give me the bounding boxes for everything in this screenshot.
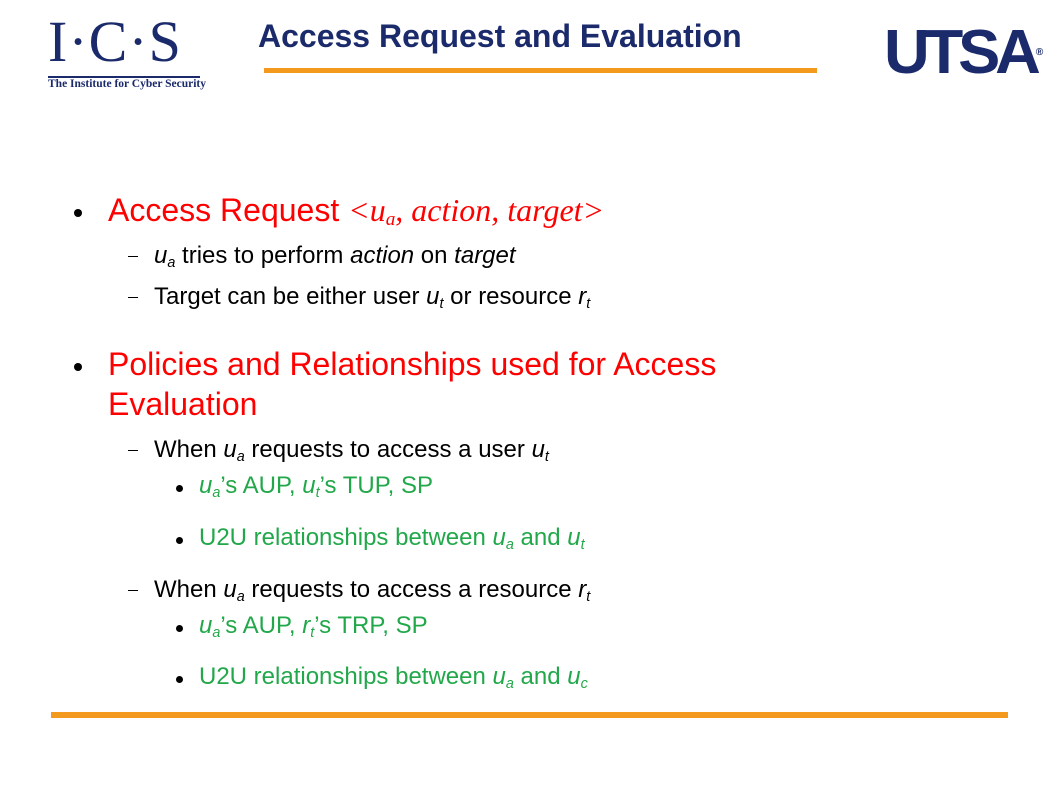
slide-title: Access Request and Evaluation [258, 18, 742, 54]
bullet-policies [74, 346, 716, 383]
bullet-tuple-rest: , action, target [395, 192, 583, 228]
utsa-registered-mark: ® [1035, 47, 1044, 58]
item-resource-relationships [176, 663, 588, 692]
text: Target can be either user [154, 283, 427, 310]
text: on [414, 242, 455, 269]
var-sub: t [586, 296, 591, 312]
dash-bullet-icon [128, 297, 138, 298]
bullet-policies-line2 [74, 386, 257, 423]
bullet-open-bracket: < [348, 192, 370, 228]
var-sub: a [236, 449, 245, 465]
var-u: u [567, 524, 581, 551]
text: When [154, 436, 224, 463]
bullet-dot-icon [176, 485, 183, 492]
bullet-dot-icon [176, 625, 183, 632]
text: U2U relationships between [199, 663, 493, 690]
text: requests to access a user [244, 436, 532, 463]
bullet-dot-icon [74, 363, 82, 371]
sub-bullet-ua-tries [128, 242, 516, 271]
ics-logo-rule [48, 76, 200, 78]
var-sub: t [439, 296, 444, 312]
var-sub: a [212, 625, 221, 641]
item-user-policies [176, 472, 433, 501]
sub-bullet-user-access [128, 436, 549, 465]
var-u: u [369, 192, 386, 228]
text: ’s AUP, [220, 612, 303, 639]
text: When [154, 576, 224, 603]
action-word: action [350, 242, 415, 269]
bullet-close-bracket: > [582, 192, 605, 228]
text: tries to perform [175, 242, 351, 269]
bullet-text-line1: Policies and Relationships used for Access [108, 346, 717, 382]
var-sub: a [212, 485, 221, 501]
bullet-dot-icon [74, 209, 82, 217]
bullet-dot-icon [176, 537, 183, 544]
target-word: target [454, 242, 516, 269]
sub-bullet-resource-access [128, 576, 590, 605]
text: and [513, 663, 568, 690]
var-u: u [302, 472, 316, 499]
ics-logo [48, 10, 208, 94]
utsa-logo [884, 18, 1044, 87]
var-sub: a [236, 589, 245, 605]
utsa-logo-text: UTSA [884, 18, 1036, 87]
text: ’s AUP, [220, 472, 303, 499]
text: ’s TRP, SP [314, 612, 428, 639]
var-sub: t [310, 625, 315, 641]
var-u: u [492, 524, 506, 551]
var-u: u [567, 663, 581, 690]
dash-bullet-icon [128, 256, 138, 257]
bullet-dot-icon [176, 676, 183, 683]
var-u: u [223, 576, 237, 603]
var-u: u [492, 663, 506, 690]
item-resource-policies [176, 612, 428, 641]
var-u: u [199, 472, 213, 499]
text: requests to access a resource [244, 576, 579, 603]
text: U2U relationships between [199, 524, 493, 551]
var-u: u [199, 612, 213, 639]
dash-bullet-icon [128, 450, 138, 451]
bullet-text: Access Request [108, 192, 349, 228]
var-sub: c [580, 676, 588, 692]
var-r: r [578, 283, 587, 310]
sub-bullet-target-types [128, 283, 590, 312]
var-u: u [531, 436, 545, 463]
var-sub: a [385, 209, 396, 230]
ics-logo-mark: I·C·S [48, 9, 182, 74]
ics-logo-subtitle: The Institute for Cyber Security [48, 78, 207, 90]
var-sub: t [315, 485, 320, 501]
var-u: u [154, 242, 168, 269]
bullet-text-line2: Evaluation [108, 386, 258, 422]
text: or resource [443, 283, 579, 310]
text: and [513, 524, 568, 551]
var-sub: t [586, 589, 591, 605]
item-user-relationships [176, 524, 585, 553]
var-u: u [426, 283, 440, 310]
var-u: u [223, 436, 237, 463]
var-r: r [302, 612, 311, 639]
var-r: r [578, 576, 587, 603]
var-sub: a [505, 676, 514, 692]
dash-bullet-icon [128, 590, 138, 591]
footer-rule [51, 712, 1008, 718]
title-underline [264, 68, 817, 73]
var-sub: a [167, 255, 176, 271]
text: ’s TUP, SP [319, 472, 433, 499]
var-sub: a [505, 537, 514, 553]
var-sub: t [580, 537, 585, 553]
var-sub: t [544, 449, 549, 465]
bullet-access-request [74, 192, 604, 231]
